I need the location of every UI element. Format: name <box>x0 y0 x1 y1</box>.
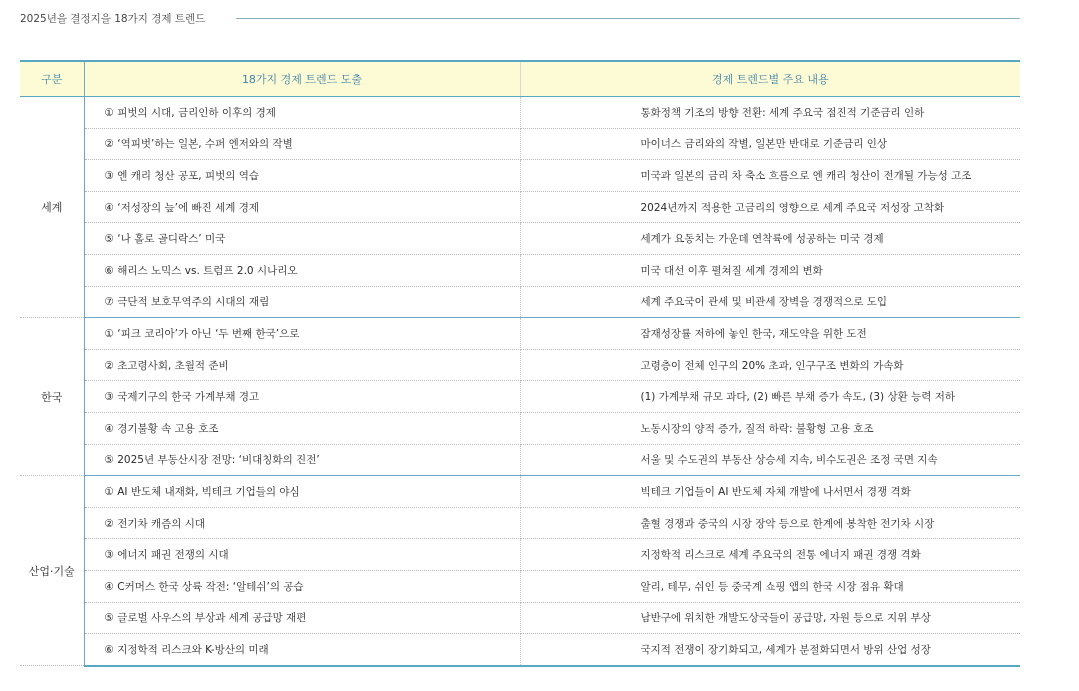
trend-cell: ⑤ 2025년 부동산시장 전망: ‘비대칭화의 진전’ <box>84 444 520 476</box>
trend-cell: ③ 엔 캐리 청산 공포, 피벗의 역습 <box>84 160 520 192</box>
header-description: 경제 트렌드별 주요 내용 <box>520 61 1020 97</box>
table-row <box>20 254 1020 286</box>
table-row <box>20 381 1020 413</box>
table-row <box>20 444 1020 476</box>
table-row <box>20 507 1020 539</box>
trend-cell: ② 초고령사회, 초월적 준비 <box>84 349 520 381</box>
category-cell: 세계 <box>20 97 84 318</box>
description-cell: 국지적 전쟁이 장기화되고, 세계가 분절화되면서 방위 산업 성장 <box>520 634 1020 666</box>
trend-table <box>20 60 1020 667</box>
description-cell: 세계 주요국이 관세 및 비관세 장벽을 경쟁적으로 도입 <box>520 286 1020 318</box>
description-cell: 마이너스 금리와의 작별, 일본만 반대로 기준금리 인상 <box>520 128 1020 160</box>
trend-cell: ④ 경기불황 속 고용 호조 <box>84 412 520 444</box>
description-cell: 통화정책 기조의 방향 전환: 세계 주요국 점진적 기준금리 인하 <box>520 97 1020 129</box>
trend-cell: ⑤ ‘나 홀로 골디락스’ 미국 <box>84 223 520 255</box>
table-header-row <box>20 61 1020 97</box>
trend-cell: ⑥ 해리스 노믹스 vs. 트럼프 2.0 시나리오 <box>84 254 520 286</box>
trend-cell: ④ ‘저성장의 늪’에 빠진 세계 경제 <box>84 191 520 223</box>
header-category: 구분 <box>20 61 84 97</box>
trend-cell: ⑦ 극단적 보호무역주의 시대의 재림 <box>84 286 520 318</box>
table-row <box>20 539 1020 571</box>
table-row <box>20 160 1020 192</box>
table-row <box>20 128 1020 160</box>
trend-cell: ① ‘피크 코리아’가 아닌 ‘두 번째 한국’으로 <box>84 318 520 350</box>
description-cell: 미국과 일본의 금리 차 축소 흐름으로 엔 캐리 청산이 전개될 가능성 고조 <box>520 160 1020 192</box>
trend-cell: ② 전기차 캐즘의 시대 <box>84 507 520 539</box>
table-row <box>20 191 1020 223</box>
description-cell: 2024년까지 적용한 고금리의 영향으로 세계 주요국 저성장 고착화 <box>520 191 1020 223</box>
trend-cell: ② ‘역피벗’하는 일본, 수퍼 엔저와의 작별 <box>84 128 520 160</box>
trend-cell: ⑤ 글로벌 사우스의 부상과 세계 공급망 재편 <box>84 602 520 634</box>
table-row <box>20 97 1020 129</box>
category-cell: 산업·기술 <box>20 476 84 666</box>
description-cell: 고령층이 전체 인구의 20% 초과, 인구구조 변화의 가속화 <box>520 349 1020 381</box>
trend-cell: ① AI 반도체 내재화, 빅테크 기업들의 야심 <box>84 476 520 508</box>
table-row <box>20 318 1020 350</box>
table-row <box>20 412 1020 444</box>
table-row <box>20 223 1020 255</box>
document-title: 2025년을 결정지을 18가지 경제 트렌드 <box>20 13 206 25</box>
description-cell: 노동시장의 양적 증가, 질적 하락: 불황형 고용 호조 <box>520 412 1020 444</box>
description-cell: 서울 및 수도권의 부동산 상승세 지속, 비수도권은 조정 국면 지속 <box>520 444 1020 476</box>
table-row <box>20 286 1020 318</box>
description-cell: (1) 가계부채 규모 과다, (2) 빠른 부채 증가 속도, (3) 상환 능력 저하 <box>520 381 1020 413</box>
table-row <box>20 349 1020 381</box>
table-body <box>20 97 1020 666</box>
trend-cell: ⑥ 지정학적 리스크와 K-방산의 미래 <box>84 634 520 666</box>
description-cell: 미국 대선 이후 펼쳐질 세계 경제의 변화 <box>520 254 1020 286</box>
description-cell: 출혈 경쟁과 중국의 시장 장악 등으로 한계에 봉착한 전기차 시장 <box>520 507 1020 539</box>
table-row <box>20 476 1020 508</box>
header-trend: 18가지 경제 트렌드 도출 <box>84 61 520 97</box>
document-header <box>20 10 1020 28</box>
description-cell: 잠재성장률 저하에 놓인 한국, 재도약을 위한 도전 <box>520 318 1020 350</box>
trend-cell: ④ C커머스 한국 상륙 작전: ‘알테쉬’의 공습 <box>84 570 520 602</box>
description-cell: 지정학적 리스크로 세계 주요국의 전통 에너지 패권 경쟁 격화 <box>520 539 1020 571</box>
header-rule <box>236 18 1020 19</box>
description-cell: 남반구에 위치한 개발도상국들이 공급망, 자원 등으로 지위 부상 <box>520 602 1020 634</box>
description-cell: 알리, 테무, 쉬인 등 중국계 쇼핑 앱의 한국 시장 점유 확대 <box>520 570 1020 602</box>
trend-cell: ③ 국제기구의 한국 가계부채 경고 <box>84 381 520 413</box>
trend-cell: ① 피벗의 시대, 금리인하 이후의 경제 <box>84 97 520 129</box>
description-cell: 세계가 요동치는 가운데 연착륙에 성공하는 미국 경제 <box>520 223 1020 255</box>
trend-cell: ③ 에너지 패권 전쟁의 시대 <box>84 539 520 571</box>
table-row <box>20 634 1020 666</box>
description-cell: 빅테크 기업들이 AI 반도체 자체 개발에 나서면서 경쟁 격화 <box>520 476 1020 508</box>
category-cell: 한국 <box>20 318 84 476</box>
table-row <box>20 570 1020 602</box>
table-row <box>20 602 1020 634</box>
